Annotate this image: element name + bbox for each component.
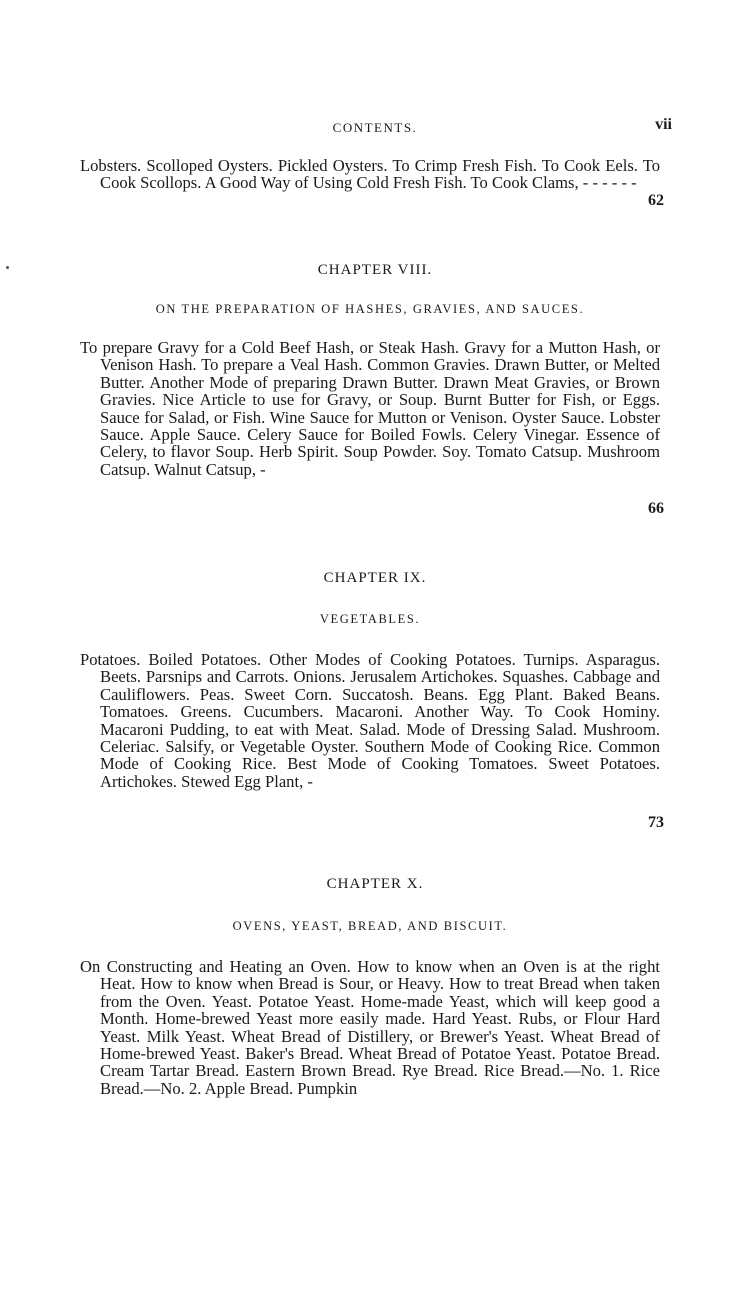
- page-number: vii: [655, 116, 672, 133]
- running-head: [0, 116, 750, 140]
- chapter-subtitle: ON THE PREPARATION OF HASHES, GRAVIES, AND SAUCES.: [155, 302, 585, 316]
- dot-leader: - - - - - -: [582, 173, 637, 193]
- chapter-heading: CHAPTER IX.: [323, 570, 427, 586]
- entry-page-number: 66: [648, 500, 664, 517]
- entry-page-number: 62: [648, 192, 664, 209]
- entry-text: Lobsters. Scolloped Oysters. Pickled Oysters. To Crimp Fresh Fish. To Cook Eels. To Cook Scollops. A Good Way of Using Cold Fresh Fish. To Cook Clams,: [80, 156, 660, 193]
- contents-entry-ch9: [80, 651, 660, 790]
- dot-leader: -: [260, 459, 266, 479]
- chapter-heading: CHAPTER VIII.: [317, 262, 433, 278]
- chapter-subtitle: OVENS, YEAST, BREAD, AND BISCUIT.: [232, 919, 508, 933]
- contents-entry-ch7-cont: [80, 157, 660, 192]
- entry-text: Potatoes. Boiled Potatoes. Other Modes of Cooking Potatoes. Turnips. Asparagus. Beets. Parsnips and Carrots. Onions. Jerusalem Artichokes. Squashes. Cabbage and Cauliflowers. Peas. Sweet Corn. Succatosh. Beans. Egg Plant. Baked Beans. Tomatoes. Greens. Cucumbers. Macaroni. Another Way. To Cook Hominy. Macaroni Pudding, to eat with Meat. Salad. Mode of Dressing Salad. Mushroom. Celeriac. Salsify, or Vegetable Oyster. Southern Mode of Cooking Rice. Common Mode of Cooking Rice. Best Mode of Cooking Tomatoes. Sweet Potatoes. Artichokes. Stewed Egg Plant,: [80, 650, 660, 791]
- running-title: CONTENTS.: [332, 120, 418, 135]
- dot-leader: -: [307, 771, 313, 791]
- entry-page-number: 73: [648, 814, 664, 831]
- contents-entry-ch8: [80, 339, 660, 478]
- chapter-subtitle: VEGETABLES.: [319, 612, 421, 626]
- entry-text: On Constructing and Heating an Oven. How to know when an Oven is at the right Heat. How to know when Bread is Sour, or Heavy. How to treat Bread when taken from the Oven. Yeast. Potatoe Yeast. Home-made Yeast, which will keep good a Month. Home-brewed Yeast more easily made. Hard Yeast. Rubs, or Flour Hard Yeast. Milk Yeast. Wheat Bread of Distillery, or Brewer's Yeast. Wheat Bread of Home-brewed Yeast. Baker's Bread. Wheat Bread of Potatoe Yeast. Potatoe Bread. Cream Tartar Bread. Eastern Brown Bread. Rye Bread. Rice Bread.—No. 1. Rice Bread.—No. 2. Apple Bread. Pumpkin: [80, 957, 660, 1098]
- chapter-heading: CHAPTER X.: [326, 876, 424, 892]
- contents-entry-ch10: [80, 958, 660, 1097]
- entry-text: To prepare Gravy for a Cold Beef Hash, or Steak Hash. Gravy for a Mutton Hash, or Venison Hash. To prepare a Veal Hash. Common Gravies. Drawn Butter, or Melted Butter. Another Mode of preparing Drawn Butter. Drawn Meat Gravies, or Brown Gravies. Nice Article to use for Gravy, or Soup. Burnt Butter for Fish, or Eggs. Sauce for Salad, or Fish. Wine Sauce for Mutton or Venison. Oyster Sauce. Lobster Sauce. Apple Sauce. Celery Sauce for Boiled Fowls. Celery Vinegar. Essence of Celery, to flavor Soup. Herb Spirit. Soup Powder. Soy. Tomato Catsup. Mushroom Catsup. Walnut Catsup,: [80, 338, 660, 479]
